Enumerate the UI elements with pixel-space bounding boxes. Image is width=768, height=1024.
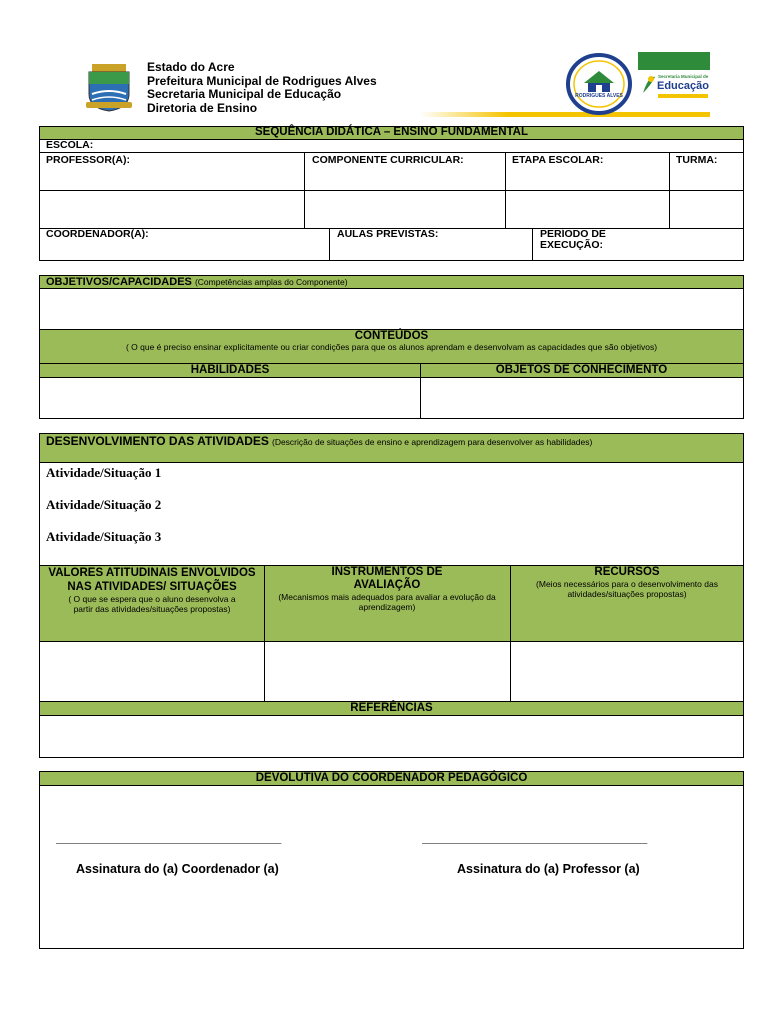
etapa-label: ETAPA ESCOLAR: <box>512 154 604 166</box>
signature-line-professor: _____________________________________________ <box>422 834 648 844</box>
education-logo-small-text: Secretaria Municipal de <box>658 74 709 79</box>
header-state: Estado do Acre <box>147 60 235 74</box>
coordenador-label: COORDENADOR(A): <box>46 228 149 240</box>
periodo-label: PERÍODO DE EXECUÇÃO: <box>540 228 606 251</box>
instrumentos-note: (Mecanismos mais adequados para avaliar a evolução da aprendizagem) <box>278 592 496 612</box>
recursos-note: (Meios necessários para o desenvolvimento das atividades/situações propostas) <box>536 579 718 599</box>
header-secretariat: Secretaria Municipal de Educação <box>147 87 342 101</box>
section-identification <box>39 126 744 261</box>
education-logo-big-text: Educação <box>657 80 709 92</box>
devolutiva-title: DEVOLUTIVA DO COORDENADOR PEDAGÓGICO <box>40 772 743 785</box>
section-identification-title: SEQUÊNCIA DIDÁTICA – ENSINO FUNDAMENTAL <box>40 127 743 139</box>
aulas-label: AULAS PREVISTAS: <box>337 228 439 240</box>
habilidades-label: HABILIDADES <box>190 364 270 376</box>
valores-note: ( O que se espera que o aluno desenvolva a partir das atividades/situações propostas) <box>68 594 236 614</box>
header-directorate: Diretoria de Ensino <box>147 100 258 115</box>
escola-label: ESCOLA: <box>46 139 94 151</box>
circle-logo-text: RODRIGUES ALVES <box>575 93 623 99</box>
recursos-title: RECURSOS <box>594 566 660 578</box>
municipal-coat-of-arms-logo <box>84 62 134 112</box>
componente-label: COMPONENTE CURRICULAR: <box>312 154 464 166</box>
turma-label: TURMA: <box>676 154 718 166</box>
desenvolvimento-title: DESENVOLVIMENTO DAS ATIVIDADES <box>46 434 269 448</box>
referencias-label: REFERÊNCIAS <box>40 702 743 715</box>
instrumentos-title: INSTRUMENTOS DE AVALIAÇÃO <box>331 566 443 591</box>
header-prefecture: Prefeitura Municipal de Rodrigues Alves <box>147 73 377 88</box>
activity-3: Atividade/Situação 3 <box>46 529 162 544</box>
objetivos-title: OBJETIVOS/CAPACIDADES <box>46 276 192 288</box>
header-stripe <box>420 112 710 117</box>
valores-title: VALORES ATITUDINAIS ENVOLVIDOS NAS ATIVIDADES/ SITUAÇÕES <box>48 567 256 593</box>
signature-professor-label: Assinatura do (a) Professor (a) <box>457 862 640 876</box>
conteudos-title: CONTEÚDOS <box>354 330 429 342</box>
conteudos-note: ( O que é preciso ensinar explicitamente ou criar condições para que os alunos aprendam e desenvolvam as capacidades que são objetivos) <box>125 342 658 352</box>
activity-2: Atividade/Situação 2 <box>46 497 162 512</box>
education-logo-icon <box>641 73 657 95</box>
activity-1: Atividade/Situação 1 <box>46 465 162 480</box>
desenvolvimento-note: (Descrição de situações de ensino e aprendizagem para desenvolver as habilidades) <box>271 437 593 447</box>
section-coordinator-feedback <box>39 771 744 949</box>
objetos-label: OBJETOS DE CONHECIMENTO <box>495 364 668 376</box>
professor-label: PROFESSOR(A): <box>46 154 130 166</box>
objetivos-note: (Competências amplas do Componente) <box>194 277 348 287</box>
signature-line-coordinator: _____________________________________________ <box>56 834 282 844</box>
signature-coordinator-label: Assinatura do (a) Coordenador (a) <box>76 862 279 876</box>
rodrigues-alves-circle-logo <box>566 53 632 115</box>
education-logo <box>638 52 710 112</box>
